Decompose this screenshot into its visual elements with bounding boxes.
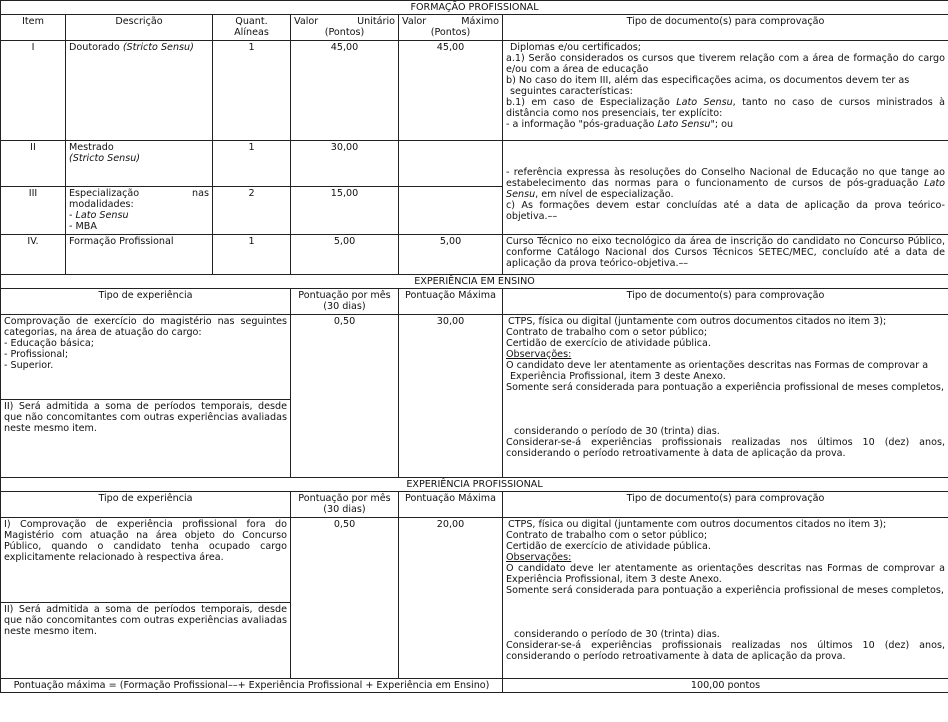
header-quant: Quant. Alíneas <box>213 15 291 41</box>
pontuacao-maxima-value: 30,00 <box>399 315 503 478</box>
row-description: Mestrado (Stricto Sensu) <box>66 141 213 187</box>
row-item-number: III <box>1 187 66 235</box>
header-pontuacao-mes: Pontuação por mês (30 dias) <box>291 289 399 315</box>
doc-formacao-iv: Curso Técnico no eixo tecnológico da área de inscrição do candidato no Concurso Público, conforme Catálogo Nacional dos Cursos Técnicos SETEC/MEC, concluído até a data de aplicação da prova teórico-objetiva.–– <box>503 235 948 275</box>
experience-description: Comprovação de exercício do magistério nas seguintes categorias, na área de atuação do cargo: - Educação básica; - Profissional; - Superior. <box>1 315 291 400</box>
doc-profissional: CTPS, física ou digital (juntamente com outros documentos citados no item 3); Contrato de trabalho com o setor público; Certidão de exercício de atividade pública. Observações: O candidato deve ler atentamente as orientações descritas nas Formas de comprovar a Experiência Profissional, item 3 deste Anexo. Somente será considerada para pontuação a experiência profissional de meses completos, considerando o período de 30 (trinta) dias. Considerar-se-á experiências profissionais realizadas nos últimos 10 (dez) anos, considerando o período retroativamente à data de aplicação da prova. <box>503 518 948 679</box>
doc-ensino: CTPS, física ou digital (juntamente com outros documentos citados no item 3); Contrato de trabalho com o setor público; Certidão de exercício de atividade pública. Observações: O candidato deve ler atentamente as orientações descritas nas Formas de comprovar a Experiência Profissional, item 3 deste Anexo. Somente será considerada para pontuação a experiência profissional de meses completos, considerando o período de 30 (trinta) dias. Considerar-se-á experiências profissionais realizadas nos últimos 10 (dez) anos, considerando o período retroativamente à data de aplicação da prova. <box>503 315 948 478</box>
header-pontuacao-mes: Pontuação por mês (30 dias) <box>291 492 399 518</box>
pontuacao-mes-value: 0,50 <box>291 518 399 679</box>
header-item: Item <box>1 15 66 41</box>
header-descricao: Descrição <box>66 15 213 41</box>
header-valor-unitario: Valor Unitário (Pontos) <box>291 15 399 41</box>
row-quant: 1 <box>213 141 291 187</box>
section-title-profissional: EXPERIÊNCIA PROFISSIONAL <box>1 478 948 492</box>
header-tipo-documento: Tipo de documento(s) para comprovação <box>503 492 948 518</box>
experience-note: II) Será admitida a soma de períodos temporais, desde que não concomitantes com outras experiências avaliadas neste mesmo item. <box>1 400 291 478</box>
row-description: Doutorado (Stricto Sensu) <box>66 41 213 141</box>
row-valor-maximo <box>399 141 503 187</box>
row-valor-unitario: 45,00 <box>291 41 399 141</box>
doc-formacao-part2: - referência expressa às resoluções do Conselho Nacional de Educação no que tange ao estabelecimento das normas para o funcionamento de cursos de pós-graduação Lato Sensu, em nível de especialização. c) As formações devem estar concluídas até a data de aplicação da prova teórico-objetiva.–– <box>503 141 948 235</box>
row-valor-maximo: 5,00 <box>399 235 503 275</box>
row-description: Formação Profissional <box>66 235 213 275</box>
row-valor-unitario: 15,00 <box>291 187 399 235</box>
row-valor-unitario: 5,00 <box>291 235 399 275</box>
header-tipo-documento: Tipo de documento(s) para comprovação <box>503 15 948 41</box>
header-tipo-experiencia: Tipo de experiência <box>1 492 291 518</box>
header-pontuacao-maxima: Pontuação Máxima <box>399 289 503 315</box>
total-formula: Pontuação máxima = (Formação Profissional––+ Experiência Profissional + Experiência em Ensino) <box>1 679 503 693</box>
section-title-formacao: FORMAÇÃO PROFISSIONAL <box>1 1 948 15</box>
row-description: Especialização nas modalidades: - Lato Sensu - MBA <box>66 187 213 235</box>
header-valor-maximo: Valor Máximo (Pontos) <box>399 15 503 41</box>
experience-note: II) Será admitida a soma de períodos temporais, desde que não concomitantes com outras experiências avaliadas neste mesmo item. <box>1 603 291 679</box>
header-tipo-documento: Tipo de documento(s) para comprovação <box>503 289 948 315</box>
header-pontuacao-maxima: Pontuação Máxima <box>399 492 503 518</box>
experience-description: I) Comprovação de experiência profissional fora do Magistério com atuação na área objeto do Concurso Público, quando o candidato tenha ocupado cargo explicitamente relacionado à respectiva área. <box>1 518 291 603</box>
section-title-ensino: EXPERIÊNCIA EM ENSINO <box>1 275 948 289</box>
row-quant: 1 <box>213 41 291 141</box>
pontuacao-mes-value: 0,50 <box>291 315 399 478</box>
row-quant: 2 <box>213 187 291 235</box>
row-valor-maximo: 45,00 <box>399 41 503 141</box>
row-quant: 1 <box>213 235 291 275</box>
row-valor-unitario: 30,00 <box>291 141 399 187</box>
row-item-number: II <box>1 141 66 187</box>
pontuacao-maxima-value: 20,00 <box>399 518 503 679</box>
doc-formacao-part1: Diplomas e/ou certificados; a.1) Serão considerados os cursos que tiverem relação com a área de formação do cargo e/ou com a área de educação b) No caso do item III, além das especificações acima, os documentos devem ter as seguintes características: b.1) em caso de Especialização Lato Sensu, tanto no caso de cursos ministrados à distância como nos presenciais, ter explícito: - a informação "pós-graduação Lato Sensu"; ou <box>503 41 948 141</box>
total-points: 100,00 pontos <box>503 679 948 693</box>
row-item-number: I <box>1 41 66 141</box>
row-item-number: IV. <box>1 235 66 275</box>
row-valor-maximo <box>399 187 503 235</box>
header-tipo-experiencia: Tipo de experiência <box>1 289 291 315</box>
